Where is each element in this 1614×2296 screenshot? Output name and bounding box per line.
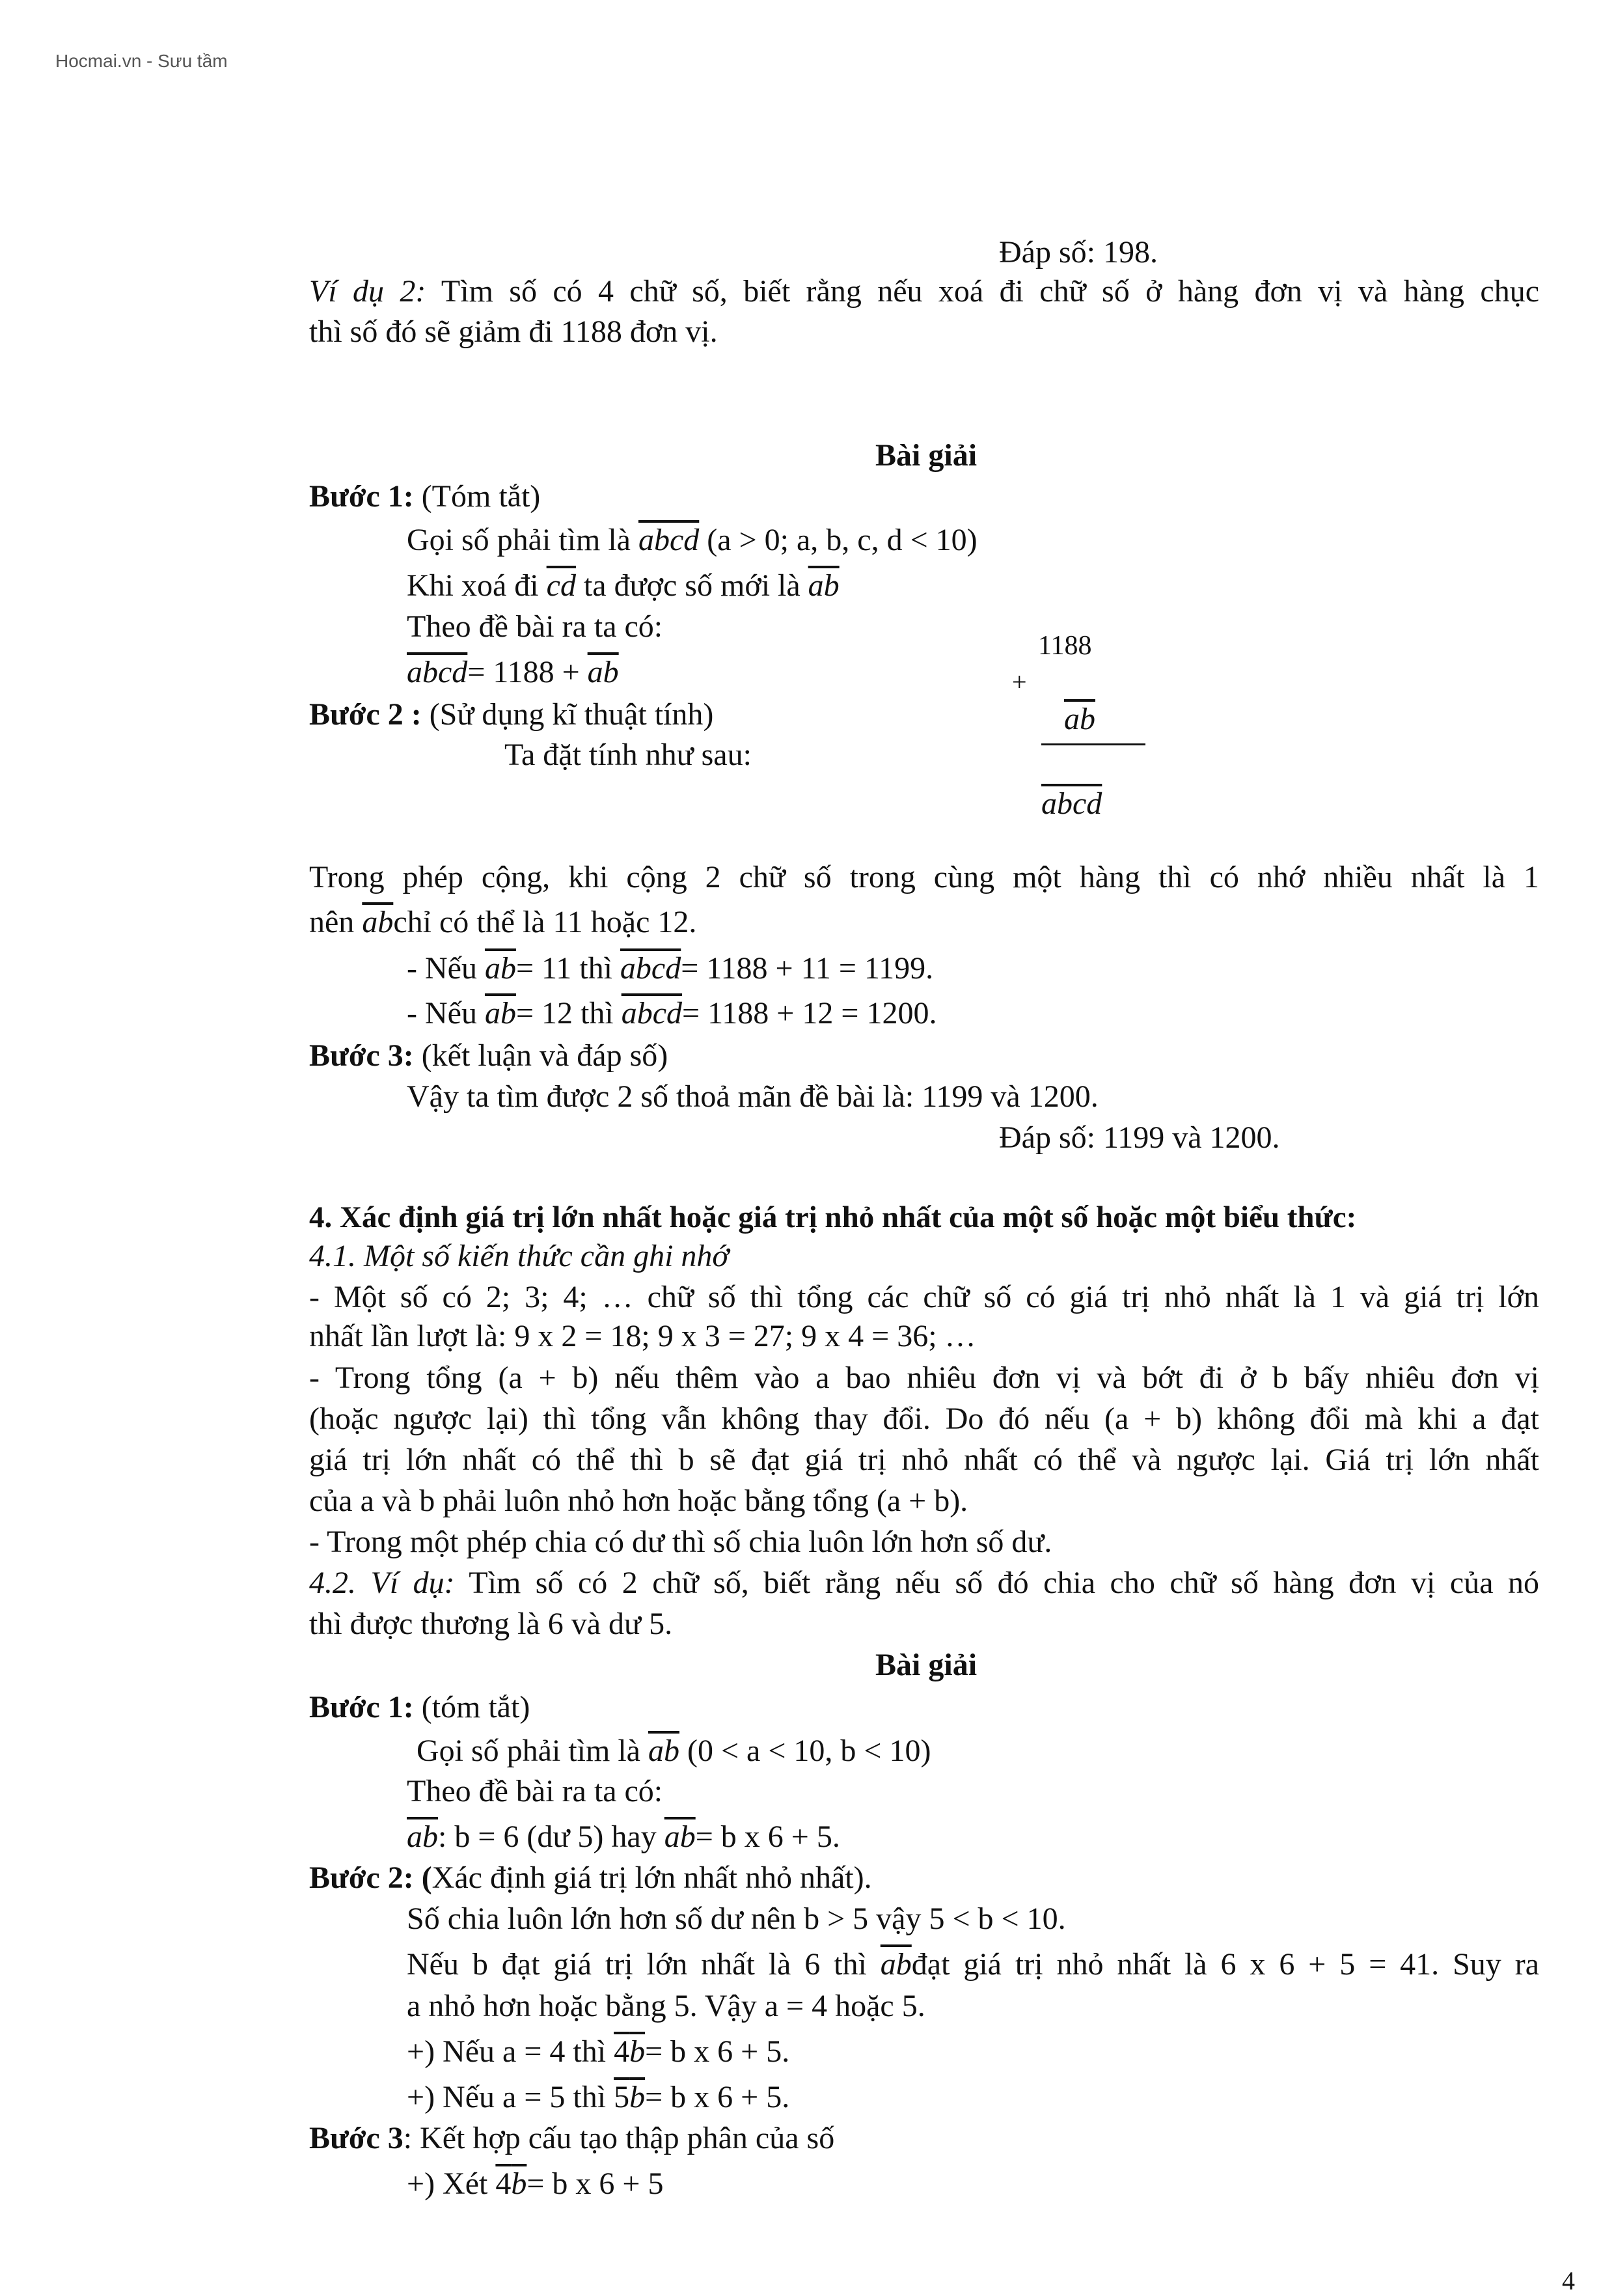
abcd-var: abcd	[407, 655, 468, 689]
sol1-line4: abcd= $1188 + \overline{ab}$	[407, 655, 619, 689]
bullet1-line2: nhất lần lượt là: 9 x 2 = 18; 9 x 3 = 27; 9 x 4 = 36; …	[309, 1319, 976, 1353]
section41-heading: 4.1. Một số kiến thức cần ghi nhớ	[309, 1239, 730, 1273]
sol2-line1: Gọi số phải tìm là $\overline{ab}$ (0 < a < 10, b < 10)	[417, 1734, 931, 1768]
number-4b: 4b	[495, 2166, 527, 2201]
calc-sum-line	[1041, 743, 1145, 745]
solution2-title: Bài giải	[875, 1648, 978, 1682]
ab-var: $\overline{ab}$	[362, 905, 394, 939]
sol2-line9: +) Xét 4b= b x 6 + 5	[407, 2166, 664, 2201]
step1-label: Bước 1:	[309, 479, 414, 514]
section4-heading: 4. Xác định giá trị lớn nhất hoặc giá trị nhỏ nhất của một số hoặc một biểu thức:	[309, 1200, 1357, 1234]
calc-plus: +	[1012, 667, 1027, 697]
example2-label: Ví dụ 2:	[309, 274, 426, 309]
example42-label: 4.2. Ví dụ:	[309, 1566, 455, 1600]
watermark: Hocmai.vn - Sưu tầm	[55, 51, 228, 71]
sol2-line4: Số chia luôn lớn hơn số dư nên b > 5 vậy 5 < b < 10.	[407, 1902, 1066, 1936]
page-number: 4	[1562, 2266, 1575, 2295]
sol1-line2: Khi xoá đi $\overline{cd}$ ta được số mới là $\overline{ab}$	[407, 568, 840, 603]
ab-var: $\overline{ab}$	[648, 1734, 679, 1768]
sol1-line5: Ta đặt tính như sau:	[504, 738, 752, 772]
cd-var: $\overline{cd}$	[546, 568, 576, 603]
abcd-var: abcd	[638, 523, 700, 557]
bullet3: - Trong một phép chia có dư thì số chia luôn lớn hơn số dư.	[309, 1525, 1052, 1559]
case1: - Nếu $\overline{ab}= 11$ thì abcd= 1188 + 11 = 1199.	[407, 951, 934, 986]
bullet2-line4: của a và b phải luôn nhỏ hơn hoặc bằng tổng (a + b).	[309, 1484, 968, 1518]
sol2-line2: Theo đề bài ra ta có:	[407, 1774, 663, 1808]
sol1-step2: Bước 2 : (Sử dụng kĩ thuật tính)	[309, 697, 714, 732]
sol1-para-line1: Trong phép cộng, khi cộng 2 chữ số trong cùng một hàng thì có nhớ nhiều nhất là 1	[309, 860, 1539, 894]
step1-text: (Tóm tắt)	[421, 479, 541, 514]
solution1-title: Bài giải	[875, 438, 978, 473]
sol1-line3: Theo đề bài ra ta có:	[407, 609, 663, 644]
calc-addend	[1064, 700, 1095, 739]
sol2-line6: a nhỏ hơn hoặc bằng 5. Vậy a = 4 hoặc 5.	[407, 1989, 925, 2023]
answer-line-1: Đáp số: 198.	[999, 235, 1158, 270]
bullet2-line1: - Trong tổng (a + b) nếu thêm vào a bao nhiêu đơn vị và bớt đi ở b bấy nhiêu đơn vị	[309, 1361, 1539, 1395]
ab-var: $\overline{ab}$	[808, 568, 840, 603]
number-5b: 5b	[614, 2080, 646, 2114]
abcd-var: abcd	[1041, 786, 1102, 821]
sol1-step1	[309, 477, 540, 516]
example2-text: Tìm số có 4 chữ số, biết rằng nếu xoá đi chữ số ở hàng đơn vị và hàng chục	[441, 274, 1539, 309]
bullet2-line3: giá trị lớn nhất có thể thì b sẽ đạt giá trị nhỏ nhất có thể và ngược lại. Giá trị lớn nhất	[309, 1443, 1539, 1477]
example42-line1: 4.2. Ví dụ: Tìm số có 2 chữ số, biết rằng nếu số đó chia cho chữ số hàng đơn vị của nó	[309, 1566, 1540, 1600]
sol2-case-a4: +) Nếu a = 4 thì 4b= b x 6 + 5.	[407, 2034, 790, 2069]
bullet2-line2: (hoặc ngược lại) thì tổng vẫn không thay đổi. Do đó nếu (a + b) không đổi mà khi a đạt	[309, 1402, 1539, 1436]
calc-top-number: 1188	[1038, 631, 1092, 661]
sol1-conclusion: Vậy ta tìm được 2 số thoả mãn đề bài là: 1199 và 1200.	[407, 1079, 1099, 1114]
calc-result	[1041, 784, 1102, 823]
number-4b: 4b	[614, 2034, 646, 2069]
example2-line2: thì số đó sẽ giảm đi 1188 đơn vị.	[309, 314, 718, 349]
sol2-line5: Nếu b đạt giá trị lớn nhất là 6 thì $\overline{ab}đạt$ giá trị nhỏ nhất là 6 x 6 + 5 = 41. Suy ra	[407, 1947, 1540, 1982]
bullet1-line1: - Một số có 2; 3; 4; … chữ số thì tổng các chữ số có giá trị nhỏ nhất là 1 và giá trị lớn	[309, 1280, 1539, 1314]
sol1-answer: Đáp số: 1199 và 1200.	[999, 1120, 1280, 1155]
sol2-line3: $\overline{ab}$: b = 6 (dư 5) hay $\overline{ab}= b$ x 6 + 5.	[407, 1819, 840, 1854]
sol2-step2: Bước 2: (Xác định giá trị lớn nhất nhỏ nhất).	[309, 1860, 872, 1895]
example2-line1	[309, 272, 1539, 311]
sol2-step1: Bước 1: (tóm tắt)	[309, 1690, 530, 1724]
sol2-case-a5: +) Nếu a = 5 thì 5b= b x 6 + 5.	[407, 2080, 790, 2114]
example42-line2: thì được thương là 6 và dư 5.	[309, 1607, 673, 1641]
sol1-step3: Bước 3: (kết luận và đáp số)	[309, 1038, 668, 1073]
sol2-step3: Bước 3: Kết hợp cấu tạo thập phân của số	[309, 2121, 835, 2155]
ab-var: $\overline{ab}$	[1064, 702, 1095, 736]
ab-var: $\overline{ab}$	[587, 655, 619, 689]
sol1-line1: Gọi số phải tìm là abcd (a > 0; a, b, c, d < 10)	[407, 523, 978, 557]
case2: - Nếu $\overline{ab}= 12$ thì abcd= 1188 + 12 = 1200.	[407, 996, 937, 1030]
sol1-para-line2: nên $\overline{ab}chỉ$ có thể là 11 hoặc 12.	[309, 905, 697, 939]
